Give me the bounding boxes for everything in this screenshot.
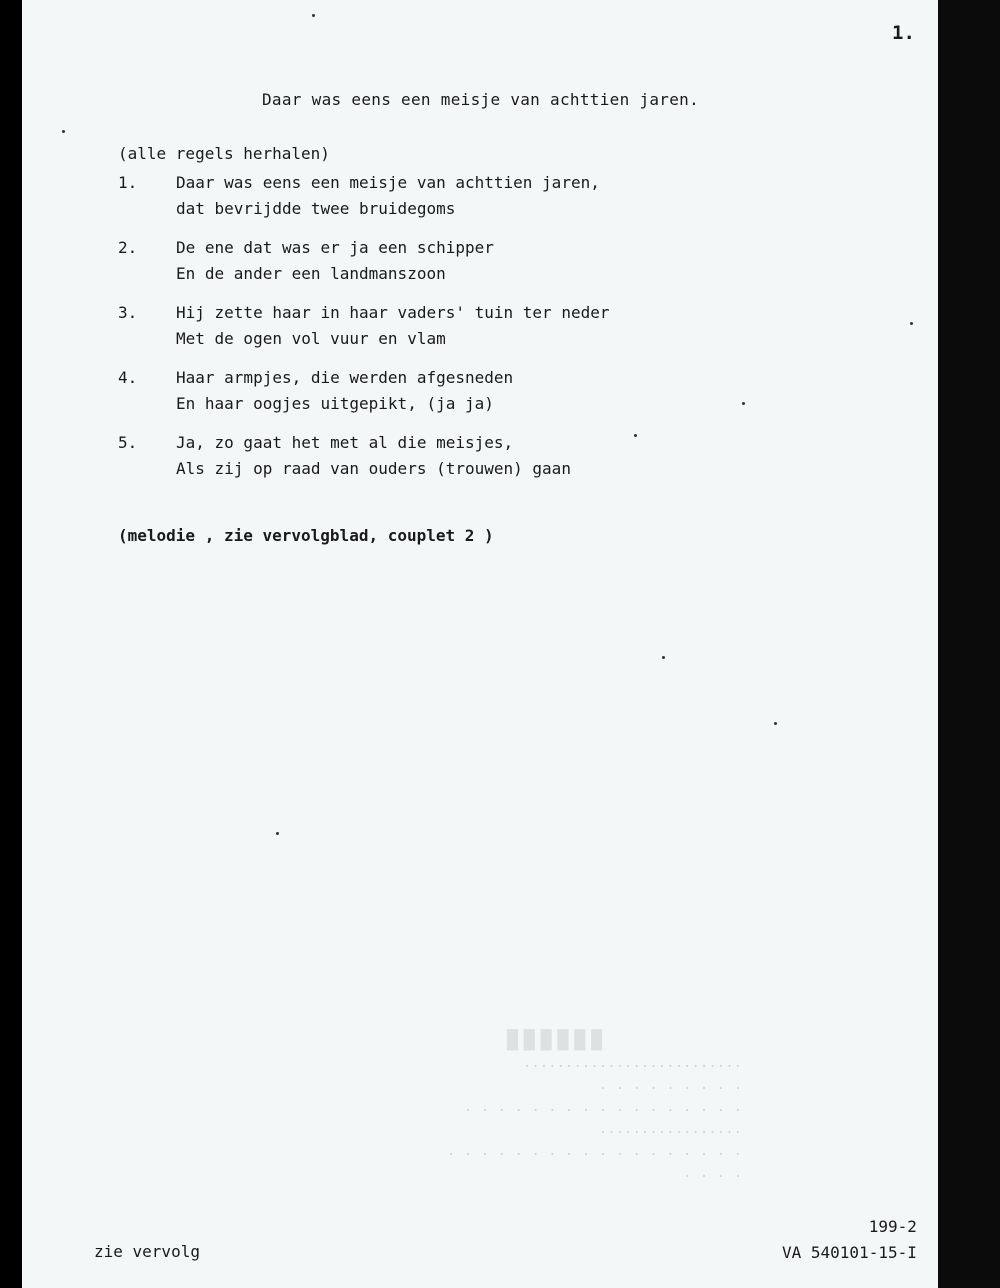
verse-line: dat bevrijdde twee bruidegoms [176,199,456,218]
verse-line: En haar oogjes uitgepikt, (ja ja) [176,394,494,413]
bleed-through-stamp-mark: ██████ [500,1030,602,1051]
verse-1 [118,170,609,222]
repeat-note: (alle regels herhalen) [118,144,330,163]
verse-number: 3. [118,303,138,322]
verse-number: 1. [118,173,138,192]
verse-4 [118,365,609,417]
verse-line: De ene dat was er ja een schipper [176,238,494,257]
archive-code-short: 199-2 [868,1217,917,1236]
melody-note: (melodie , zie vervolgblad, couplet 2 ) [118,526,494,545]
verse-line: Daar was eens een meisje van achttien jaren, [176,173,600,192]
page-number: 1. [892,22,915,44]
verse-line: Haar armpjes, die werden afgesneden [176,368,514,387]
scan-border [938,0,1000,1288]
bleed-through-lines: ·························· · · · · · · · · · · · · · · · · · · · · · · · · · · ················· · · · · · · · · · · · · · · · · · · · · · · [446,1059,742,1185]
verse-line: Hij zette haar in haar vaders' tuin ter neder [176,303,610,322]
verse-3 [118,300,609,352]
verse-5 [118,430,609,482]
archive-reference [782,1214,917,1266]
verse-number: 2. [118,238,138,257]
dust-speck [910,322,913,325]
dust-speck [62,130,65,133]
verse-number: 4. [118,368,138,387]
continuation-note: zie vervolg [94,1242,200,1261]
verse-list [118,170,609,495]
verse-line: Ja, zo gaat het met al die meisjes, [176,433,514,452]
document-page [22,0,938,1288]
archive-code-full: VA 540101-15-I [782,1243,917,1262]
verse-2 [118,235,609,287]
dust-speck [774,722,777,725]
bleed-through-archive-stamp [342,1030,742,1210]
verse-line: Met de ogen vol vuur en vlam [176,329,446,348]
dust-speck [662,656,665,659]
verse-line: Als zij op raad van ouders (trouwen) gaan [176,459,571,478]
dust-speck [634,434,637,437]
dust-speck [742,402,745,405]
verse-number: 5. [118,433,138,452]
song-title: Daar was eens een meisje van achttien jaren. [262,90,700,109]
dust-speck [312,14,315,17]
verse-line: En de ander een landmanszoon [176,264,446,283]
dust-speck [276,832,279,835]
